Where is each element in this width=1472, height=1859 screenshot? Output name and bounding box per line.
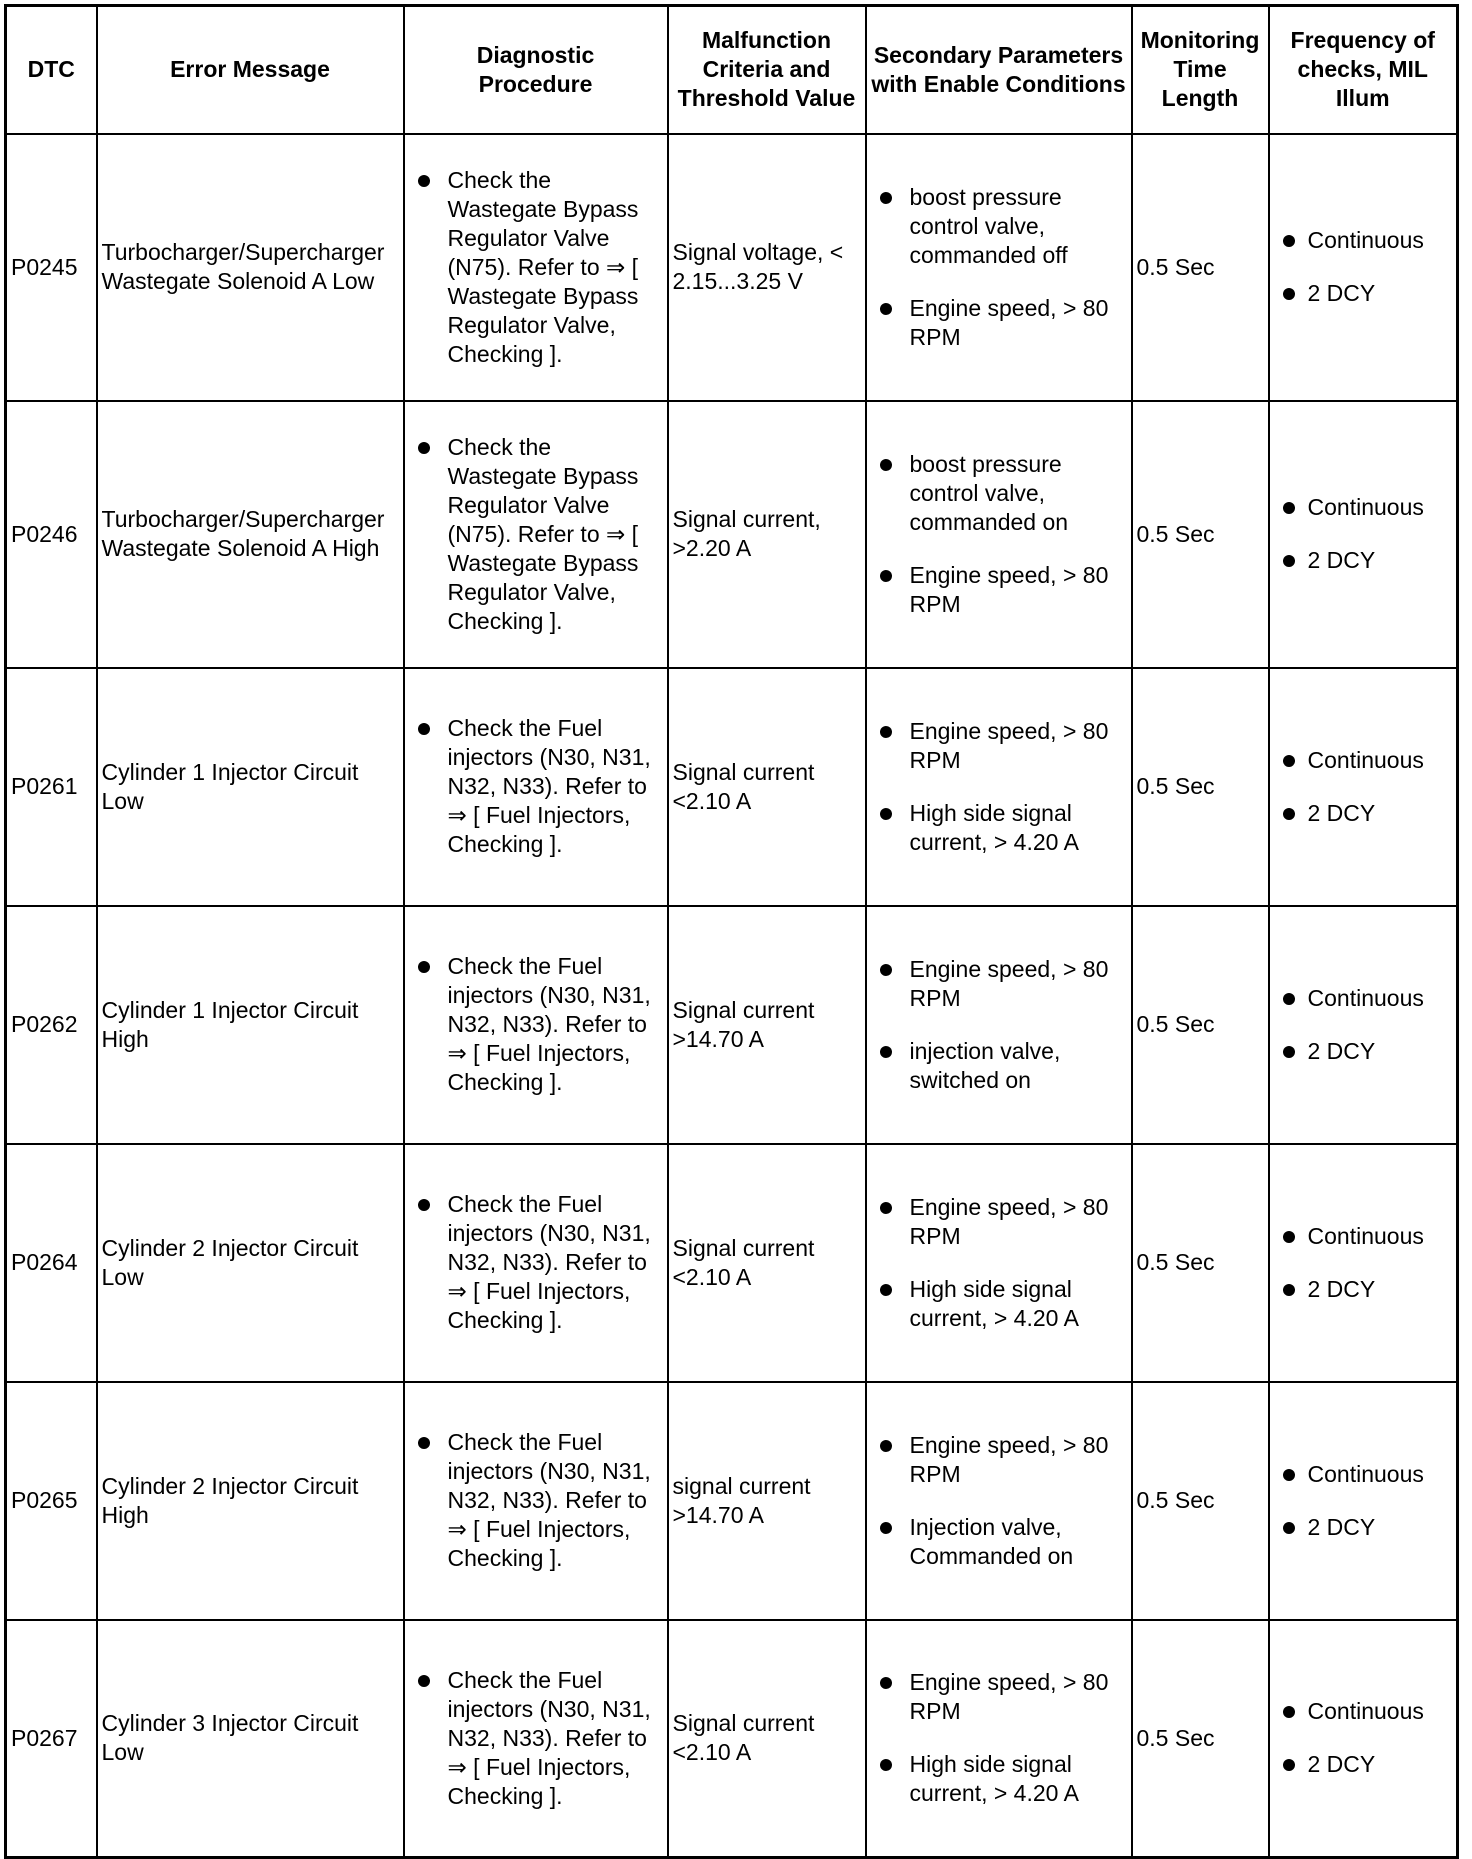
frequency-item: 2 DCY [1274, 1513, 1453, 1542]
procedure-bullet: Check the Fuel injectors (N30, N31, N32, N33). Refer to ⇒ [ Fuel Injectors, Checking ]. [409, 952, 663, 1097]
error-message: Cylinder 3 Injector Circuit Low [97, 1620, 404, 1858]
frequency-item: Continuous [1274, 746, 1453, 775]
procedure-bullet: Check the Fuel injectors (N30, N31, N32, N33). Refer to ⇒ [ Fuel Injectors, Checking ]. [409, 714, 663, 859]
frequency-item: 2 DCY [1274, 1750, 1453, 1779]
secondary-parameter: boost pressure control valve, commanded off [871, 183, 1127, 270]
header-diagnostic-procedure: Diagnostic Procedure [404, 6, 668, 134]
procedure-bullet: Check the Fuel injectors (N30, N31, N32, N33). Refer to ⇒ [ Fuel Injectors, Checking ]. [409, 1666, 663, 1811]
dtc-table [4, 4, 1459, 1859]
header-secondary-parameters: Secondary Parameters with Enable Conditions [866, 6, 1132, 134]
monitoring-time: 0.5 Sec [1132, 1620, 1269, 1858]
secondary-parameter: Engine speed, > 80 RPM [871, 1193, 1127, 1251]
diagnostic-procedure [404, 906, 668, 1144]
frequency-item: Continuous [1274, 493, 1453, 522]
dtc-code: P0246 [6, 401, 97, 668]
frequency [1269, 1382, 1458, 1620]
malfunction-criteria: Signal current <2.10 A [668, 1620, 866, 1858]
frequency [1269, 1144, 1458, 1382]
error-message: Cylinder 2 Injector Circuit High [97, 1382, 404, 1620]
error-message: Turbocharger/Supercharger Wastegate Solenoid A Low [97, 134, 404, 401]
secondary-parameters [866, 1144, 1132, 1382]
frequency-item: 2 DCY [1274, 279, 1453, 308]
monitoring-time: 0.5 Sec [1132, 668, 1269, 906]
frequency [1269, 668, 1458, 906]
header-monitoring-time: Monitoring Time Length [1132, 6, 1269, 134]
malfunction-criteria: Signal current <2.10 A [668, 668, 866, 906]
frequency-item: Continuous [1274, 1460, 1453, 1489]
error-message: Turbocharger/Supercharger Wastegate Solenoid A High [97, 401, 404, 668]
header-error-message: Error Message [97, 6, 404, 134]
secondary-parameters [866, 668, 1132, 906]
frequency-item: 2 DCY [1274, 546, 1453, 575]
table-row [6, 668, 1458, 906]
diagnostic-procedure [404, 1620, 668, 1858]
monitoring-time: 0.5 Sec [1132, 906, 1269, 1144]
secondary-parameter: Injection valve, Commanded on [871, 1513, 1127, 1571]
diagnostic-procedure [404, 134, 668, 401]
procedure-bullet: Check the Fuel injectors (N30, N31, N32, N33). Refer to ⇒ [ Fuel Injectors, Checking ]. [409, 1428, 663, 1573]
secondary-parameter: High side signal current, > 4.20 A [871, 1275, 1127, 1333]
dtc-code: P0264 [6, 1144, 97, 1382]
error-message: Cylinder 1 Injector Circuit Low [97, 668, 404, 906]
secondary-parameter: Engine speed, > 80 RPM [871, 1668, 1127, 1726]
malfunction-criteria: Signal current, >2.20 A [668, 401, 866, 668]
secondary-parameter: Engine speed, > 80 RPM [871, 561, 1127, 619]
frequency-item: Continuous [1274, 984, 1453, 1013]
malfunction-criteria: Signal voltage, < 2.15...3.25 V [668, 134, 866, 401]
table-row [6, 1144, 1458, 1382]
frequency-item: 2 DCY [1274, 1275, 1453, 1304]
secondary-parameter: Engine speed, > 80 RPM [871, 1431, 1127, 1489]
frequency [1269, 401, 1458, 668]
frequency [1269, 1620, 1458, 1858]
diagnostic-procedure [404, 668, 668, 906]
diagnostic-procedure [404, 1382, 668, 1620]
frequency [1269, 906, 1458, 1144]
malfunction-criteria: Signal current >14.70 A [668, 906, 866, 1144]
monitoring-time: 0.5 Sec [1132, 1144, 1269, 1382]
dtc-code: P0265 [6, 1382, 97, 1620]
secondary-parameters [866, 134, 1132, 401]
secondary-parameter: High side signal current, > 4.20 A [871, 799, 1127, 857]
error-message: Cylinder 1 Injector Circuit High [97, 906, 404, 1144]
frequency-item: 2 DCY [1274, 1037, 1453, 1066]
monitoring-time: 0.5 Sec [1132, 401, 1269, 668]
table-header-row [6, 6, 1458, 134]
table-row [6, 1382, 1458, 1620]
table-row [6, 401, 1458, 668]
secondary-parameter: High side signal current, > 4.20 A [871, 1750, 1127, 1808]
frequency-item: Continuous [1274, 1697, 1453, 1726]
secondary-parameters [866, 401, 1132, 668]
secondary-parameters [866, 1620, 1132, 1858]
secondary-parameter: Engine speed, > 80 RPM [871, 294, 1127, 352]
header-malfunction-criteria: Malfunction Criteria and Threshold Value [668, 6, 866, 134]
secondary-parameter: boost pressure control valve, commanded on [871, 450, 1127, 537]
procedure-bullet: Check the Wastegate Bypass Regulator Valve (N75). Refer to ⇒ [ Wastegate Bypass Regulator Valve, Checking ]. [409, 433, 663, 636]
error-message: Cylinder 2 Injector Circuit Low [97, 1144, 404, 1382]
frequency [1269, 134, 1458, 401]
malfunction-criteria: Signal current <2.10 A [668, 1144, 866, 1382]
monitoring-time: 0.5 Sec [1132, 1382, 1269, 1620]
diagnostic-procedure [404, 1144, 668, 1382]
secondary-parameters [866, 906, 1132, 1144]
monitoring-time: 0.5 Sec [1132, 134, 1269, 401]
frequency-item: Continuous [1274, 226, 1453, 255]
secondary-parameter: Engine speed, > 80 RPM [871, 717, 1127, 775]
dtc-code: P0261 [6, 668, 97, 906]
table-row [6, 134, 1458, 401]
procedure-bullet: Check the Fuel injectors (N30, N31, N32, N33). Refer to ⇒ [ Fuel Injectors, Checking ]. [409, 1190, 663, 1335]
header-frequency: Frequency of checks, MIL Illum [1269, 6, 1458, 134]
header-dtc: DTC [6, 6, 97, 134]
frequency-item: 2 DCY [1274, 799, 1453, 828]
diagnostic-procedure [404, 401, 668, 668]
procedure-bullet: Check the Wastegate Bypass Regulator Valve (N75). Refer to ⇒ [ Wastegate Bypass Regulator Valve, Checking ]. [409, 166, 663, 369]
dtc-code: P0245 [6, 134, 97, 401]
table-row [6, 1620, 1458, 1858]
secondary-parameter: injection valve, switched on [871, 1037, 1127, 1095]
dtc-code: P0262 [6, 906, 97, 1144]
malfunction-criteria: signal current >14.70 A [668, 1382, 866, 1620]
table-row [6, 906, 1458, 1144]
secondary-parameters [866, 1382, 1132, 1620]
dtc-code: P0267 [6, 1620, 97, 1858]
secondary-parameter: Engine speed, > 80 RPM [871, 955, 1127, 1013]
frequency-item: Continuous [1274, 1222, 1453, 1251]
